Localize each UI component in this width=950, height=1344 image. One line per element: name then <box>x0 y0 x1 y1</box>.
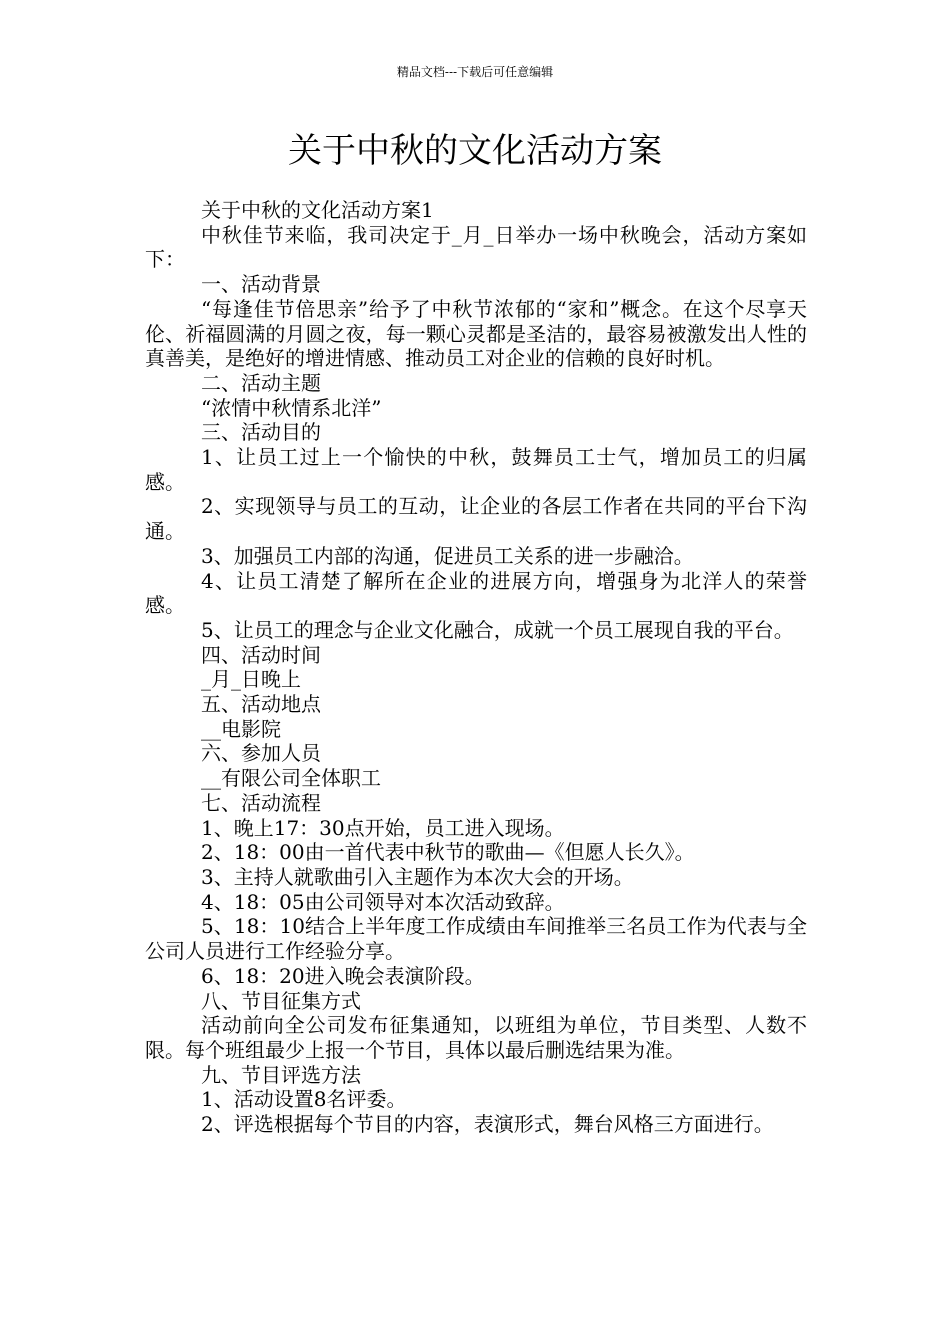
list-item: 1、让员工过上一个愉快的中秋，鼓舞员工士气，增加员工的归属感。 <box>145 445 807 494</box>
paragraph: _月_日晚上 <box>201 667 301 692</box>
list-item: 5、18：10结合上半年度工作成绩由车间推举三名员工作为代表与全公司人员进行工作经验分享。 <box>145 914 807 964</box>
section-heading: 一、活动背景 <box>201 272 321 297</box>
header-note: 精品文档---下载后可任意编辑 <box>396 65 554 79</box>
list-item: 4、18：05由公司领导对本次活动致辞。 <box>201 889 565 914</box>
list-item: 2、18：00由一首代表中秋节的歌曲—《但愿人长久》。 <box>201 840 695 865</box>
list-item: 3、主持人就歌曲引入主题作为本次大会的开场。 <box>201 864 634 889</box>
list-item: 1、活动设置8名评委。 <box>201 1087 407 1112</box>
paragraph: “每逢佳节倍思亲”给予了中秋节浓郁的“家和”概念。在这个尽享天伦、祈福圆满的月圆之夜，每一颗心灵都是圣洁的，最容易被激发出人性的真善美，是绝好的增进情感、推动员工对企业的信赖的良好时机。 <box>145 296 807 371</box>
document-title: 关于中秋的文化活动方案 <box>288 131 662 171</box>
section-heading: 五、活动地点 <box>201 692 321 717</box>
list-item: 5、让员工的理念与企业文化融合，成就一个员工展现自我的平台。 <box>201 617 794 642</box>
section-heading: 八、节目征集方式 <box>201 988 361 1013</box>
section-heading: 三、活动目的 <box>201 420 321 445</box>
paragraph: __有限公司全体职工 <box>201 766 381 791</box>
section-heading: 六、参加人员 <box>201 741 321 766</box>
section-heading: 四、活动时间 <box>201 642 321 667</box>
list-item: 2、实现领导与员工的互动，让企业的各层工作者在共同的平台下沟通。 <box>145 494 807 544</box>
list-item: 1、晚上17：30点开始，员工进入现场。 <box>201 815 565 840</box>
paragraph: __电影院 <box>201 716 281 741</box>
section-heading: 七、活动流程 <box>201 790 321 815</box>
paragraph: 中秋佳节来临，我司决定于_月_日举办一场中秋晚会，活动方案如下： <box>145 222 807 272</box>
list-item: 2、评选根据每个节目的内容，表演形式，舞台风格三方面进行。 <box>201 1112 774 1137</box>
document-body <box>145 198 807 1137</box>
list-item: 3、加强员工内部的沟通，促进员工关系的进一步融洽。 <box>201 543 694 568</box>
paragraph: 活动前向全公司发布征集通知，以班组为单位，节目类型、人数不限。每个班组最少上报一个节目，具体以最后删选结果为准。 <box>145 1013 807 1062</box>
paragraph: 关于中秋的文化活动方案1 <box>201 198 434 222</box>
list-item: 4、让员工清楚了解所在企业的进展方向，增强身为北洋人的荣誉感。 <box>145 568 807 618</box>
list-item: 6、18：20进入晚会表演阶段。 <box>201 963 485 988</box>
paragraph: “浓情中秋情系北洋” <box>201 395 382 420</box>
section-heading: 二、活动主题 <box>201 370 321 395</box>
section-heading: 九、节目评选方法 <box>201 1062 361 1087</box>
